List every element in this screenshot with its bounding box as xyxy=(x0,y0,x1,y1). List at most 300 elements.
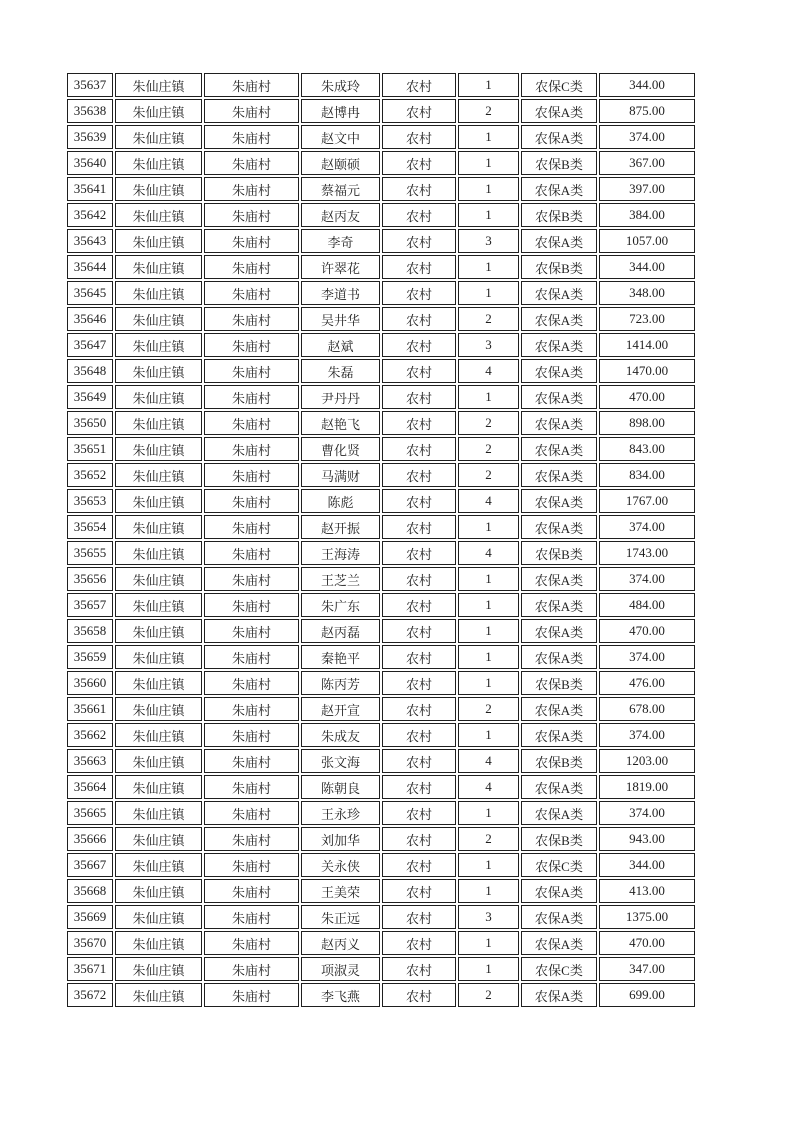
table-row xyxy=(67,463,695,487)
cell-category: 农村 xyxy=(382,723,456,747)
cell-name: 许翠花 xyxy=(301,255,380,279)
cell-name: 张文海 xyxy=(301,749,380,773)
table-row xyxy=(67,671,695,695)
cell-category: 农村 xyxy=(382,905,456,929)
cell-amount: 384.00 xyxy=(599,203,695,227)
cell-village: 朱庙村 xyxy=(204,281,299,305)
cell-name: 朱广东 xyxy=(301,593,380,617)
cell-name: 王永珍 xyxy=(301,801,380,825)
cell-amount: 843.00 xyxy=(599,437,695,461)
cell-amount: 699.00 xyxy=(599,983,695,1007)
cell-name: 赵丙友 xyxy=(301,203,380,227)
cell-name: 陈丙芳 xyxy=(301,671,380,695)
cell-count: 2 xyxy=(458,463,519,487)
cell-serial: 35669 xyxy=(67,905,113,929)
cell-village: 朱庙村 xyxy=(204,73,299,97)
cell-count: 1 xyxy=(458,723,519,747)
cell-category: 农村 xyxy=(382,593,456,617)
table-row xyxy=(67,73,695,97)
cell-town: 朱仙庄镇 xyxy=(115,255,202,279)
cell-town: 朱仙庄镇 xyxy=(115,359,202,383)
cell-name: 赵斌 xyxy=(301,333,380,357)
cell-serial: 35647 xyxy=(67,333,113,357)
table-row xyxy=(67,255,695,279)
cell-village: 朱庙村 xyxy=(204,515,299,539)
cell-town: 朱仙庄镇 xyxy=(115,125,202,149)
table-row xyxy=(67,593,695,617)
cell-village: 朱庙村 xyxy=(204,931,299,955)
cell-serial: 35663 xyxy=(67,749,113,773)
cell-town: 朱仙庄镇 xyxy=(115,177,202,201)
cell-category: 农村 xyxy=(382,853,456,877)
cell-insurance-type: 农保A类 xyxy=(521,905,597,929)
cell-town: 朱仙庄镇 xyxy=(115,593,202,617)
cell-serial: 35659 xyxy=(67,645,113,669)
cell-serial: 35670 xyxy=(67,931,113,955)
cell-amount: 347.00 xyxy=(599,957,695,981)
cell-amount: 484.00 xyxy=(599,593,695,617)
cell-amount: 1057.00 xyxy=(599,229,695,253)
cell-insurance-type: 农保B类 xyxy=(521,541,597,565)
cell-village: 朱庙村 xyxy=(204,463,299,487)
cell-town: 朱仙庄镇 xyxy=(115,385,202,409)
cell-town: 朱仙庄镇 xyxy=(115,697,202,721)
cell-insurance-type: 农保A类 xyxy=(521,333,597,357)
cell-count: 1 xyxy=(458,801,519,825)
cell-category: 农村 xyxy=(382,645,456,669)
cell-count: 1 xyxy=(458,567,519,591)
cell-amount: 1414.00 xyxy=(599,333,695,357)
cell-amount: 943.00 xyxy=(599,827,695,851)
cell-amount: 678.00 xyxy=(599,697,695,721)
cell-village: 朱庙村 xyxy=(204,437,299,461)
cell-name: 李飞燕 xyxy=(301,983,380,1007)
cell-town: 朱仙庄镇 xyxy=(115,203,202,227)
cell-serial: 35658 xyxy=(67,619,113,643)
cell-serial: 35661 xyxy=(67,697,113,721)
cell-serial: 35654 xyxy=(67,515,113,539)
cell-count: 2 xyxy=(458,99,519,123)
cell-village: 朱庙村 xyxy=(204,255,299,279)
cell-insurance-type: 农保A类 xyxy=(521,281,597,305)
cell-town: 朱仙庄镇 xyxy=(115,905,202,929)
cell-amount: 470.00 xyxy=(599,619,695,643)
cell-amount: 413.00 xyxy=(599,879,695,903)
cell-category: 农村 xyxy=(382,125,456,149)
cell-village: 朱庙村 xyxy=(204,697,299,721)
cell-town: 朱仙庄镇 xyxy=(115,541,202,565)
cell-amount: 1767.00 xyxy=(599,489,695,513)
cell-name: 赵博冉 xyxy=(301,99,380,123)
cell-count: 1 xyxy=(458,177,519,201)
cell-town: 朱仙庄镇 xyxy=(115,879,202,903)
cell-serial: 35656 xyxy=(67,567,113,591)
table-row xyxy=(67,489,695,513)
cell-category: 农村 xyxy=(382,177,456,201)
cell-village: 朱庙村 xyxy=(204,177,299,201)
cell-category: 农村 xyxy=(382,437,456,461)
cell-town: 朱仙庄镇 xyxy=(115,515,202,539)
cell-insurance-type: 农保A类 xyxy=(521,229,597,253)
table-row xyxy=(67,515,695,539)
cell-name: 赵文中 xyxy=(301,125,380,149)
cell-serial: 35653 xyxy=(67,489,113,513)
cell-insurance-type: 农保A类 xyxy=(521,801,597,825)
cell-amount: 374.00 xyxy=(599,125,695,149)
cell-name: 王美荣 xyxy=(301,879,380,903)
cell-category: 农村 xyxy=(382,931,456,955)
cell-serial: 35641 xyxy=(67,177,113,201)
cell-village: 朱庙村 xyxy=(204,645,299,669)
cell-name: 陈朝良 xyxy=(301,775,380,799)
table-row xyxy=(67,775,695,799)
cell-category: 农村 xyxy=(382,567,456,591)
cell-serial: 35672 xyxy=(67,983,113,1007)
cell-insurance-type: 农保A类 xyxy=(521,489,597,513)
table-row xyxy=(67,931,695,955)
cell-town: 朱仙庄镇 xyxy=(115,931,202,955)
table-row xyxy=(67,125,695,149)
table-row xyxy=(67,177,695,201)
table-row xyxy=(67,749,695,773)
cell-amount: 470.00 xyxy=(599,931,695,955)
cell-serial: 35667 xyxy=(67,853,113,877)
cell-category: 农村 xyxy=(382,203,456,227)
cell-count: 3 xyxy=(458,229,519,253)
cell-count: 1 xyxy=(458,281,519,305)
cell-insurance-type: 农保A类 xyxy=(521,307,597,331)
cell-count: 1 xyxy=(458,645,519,669)
cell-amount: 1375.00 xyxy=(599,905,695,929)
cell-village: 朱庙村 xyxy=(204,723,299,747)
cell-count: 1 xyxy=(458,853,519,877)
cell-amount: 470.00 xyxy=(599,385,695,409)
cell-category: 农村 xyxy=(382,879,456,903)
cell-insurance-type: 农保A类 xyxy=(521,515,597,539)
cell-insurance-type: 农保A类 xyxy=(521,879,597,903)
cell-serial: 35651 xyxy=(67,437,113,461)
cell-village: 朱庙村 xyxy=(204,99,299,123)
cell-category: 农村 xyxy=(382,307,456,331)
cell-serial: 35652 xyxy=(67,463,113,487)
cell-amount: 476.00 xyxy=(599,671,695,695)
cell-count: 3 xyxy=(458,905,519,929)
cell-town: 朱仙庄镇 xyxy=(115,151,202,175)
cell-name: 赵丙义 xyxy=(301,931,380,955)
cell-village: 朱庙村 xyxy=(204,489,299,513)
cell-village: 朱庙村 xyxy=(204,411,299,435)
cell-count: 1 xyxy=(458,671,519,695)
cell-town: 朱仙庄镇 xyxy=(115,229,202,253)
cell-insurance-type: 农保A类 xyxy=(521,567,597,591)
cell-name: 曹化贤 xyxy=(301,437,380,461)
cell-name: 赵颐硕 xyxy=(301,151,380,175)
cell-name: 赵开宣 xyxy=(301,697,380,721)
cell-serial: 35649 xyxy=(67,385,113,409)
cell-village: 朱庙村 xyxy=(204,801,299,825)
cell-serial: 35645 xyxy=(67,281,113,305)
cell-town: 朱仙庄镇 xyxy=(115,827,202,851)
cell-insurance-type: 农保A类 xyxy=(521,177,597,201)
cell-insurance-type: 农保B类 xyxy=(521,203,597,227)
table-row xyxy=(67,151,695,175)
cell-insurance-type: 农保B类 xyxy=(521,671,597,695)
cell-name: 赵开振 xyxy=(301,515,380,539)
cell-amount: 344.00 xyxy=(599,73,695,97)
cell-serial: 35655 xyxy=(67,541,113,565)
cell-insurance-type: 农保A类 xyxy=(521,411,597,435)
cell-town: 朱仙庄镇 xyxy=(115,489,202,513)
cell-village: 朱庙村 xyxy=(204,957,299,981)
cell-serial: 35660 xyxy=(67,671,113,695)
cell-count: 4 xyxy=(458,489,519,513)
table-row xyxy=(67,801,695,825)
cell-town: 朱仙庄镇 xyxy=(115,333,202,357)
cell-town: 朱仙庄镇 xyxy=(115,619,202,643)
cell-serial: 35640 xyxy=(67,151,113,175)
cell-name: 朱成友 xyxy=(301,723,380,747)
cell-village: 朱庙村 xyxy=(204,229,299,253)
cell-name: 朱正远 xyxy=(301,905,380,929)
cell-town: 朱仙庄镇 xyxy=(115,853,202,877)
cell-name: 刘加华 xyxy=(301,827,380,851)
cell-village: 朱庙村 xyxy=(204,749,299,773)
table-row xyxy=(67,619,695,643)
cell-town: 朱仙庄镇 xyxy=(115,307,202,331)
cell-count: 4 xyxy=(458,541,519,565)
table-row xyxy=(67,307,695,331)
table-row xyxy=(67,879,695,903)
cell-village: 朱庙村 xyxy=(204,333,299,357)
cell-serial: 35642 xyxy=(67,203,113,227)
table-row xyxy=(67,203,695,227)
cell-village: 朱庙村 xyxy=(204,359,299,383)
cell-amount: 1743.00 xyxy=(599,541,695,565)
table-row xyxy=(67,853,695,877)
cell-insurance-type: 农保A类 xyxy=(521,931,597,955)
cell-insurance-type: 农保A类 xyxy=(521,99,597,123)
cell-amount: 344.00 xyxy=(599,853,695,877)
cell-name: 秦艳平 xyxy=(301,645,380,669)
cell-village: 朱庙村 xyxy=(204,567,299,591)
cell-name: 陈彪 xyxy=(301,489,380,513)
cell-amount: 1470.00 xyxy=(599,359,695,383)
cell-name: 赵丙磊 xyxy=(301,619,380,643)
cell-village: 朱庙村 xyxy=(204,385,299,409)
cell-insurance-type: 农保A类 xyxy=(521,775,597,799)
table-row xyxy=(67,437,695,461)
cell-amount: 397.00 xyxy=(599,177,695,201)
cell-town: 朱仙庄镇 xyxy=(115,463,202,487)
cell-category: 农村 xyxy=(382,281,456,305)
cell-town: 朱仙庄镇 xyxy=(115,983,202,1007)
cell-name: 李道书 xyxy=(301,281,380,305)
cell-insurance-type: 农保C类 xyxy=(521,853,597,877)
cell-town: 朱仙庄镇 xyxy=(115,411,202,435)
cell-category: 农村 xyxy=(382,671,456,695)
cell-amount: 374.00 xyxy=(599,723,695,747)
cell-name: 王海涛 xyxy=(301,541,380,565)
cell-amount: 374.00 xyxy=(599,515,695,539)
cell-category: 农村 xyxy=(382,151,456,175)
cell-serial: 35671 xyxy=(67,957,113,981)
cell-amount: 374.00 xyxy=(599,645,695,669)
cell-name: 项淑灵 xyxy=(301,957,380,981)
cell-name: 赵艳飞 xyxy=(301,411,380,435)
cell-category: 农村 xyxy=(382,229,456,253)
cell-village: 朱庙村 xyxy=(204,203,299,227)
table-row xyxy=(67,905,695,929)
cell-insurance-type: 农保A类 xyxy=(521,697,597,721)
cell-category: 农村 xyxy=(382,515,456,539)
cell-name: 关永侠 xyxy=(301,853,380,877)
cell-count: 1 xyxy=(458,593,519,617)
cell-town: 朱仙庄镇 xyxy=(115,775,202,799)
cell-amount: 1203.00 xyxy=(599,749,695,773)
cell-town: 朱仙庄镇 xyxy=(115,801,202,825)
cell-amount: 374.00 xyxy=(599,801,695,825)
cell-count: 1 xyxy=(458,385,519,409)
cell-village: 朱庙村 xyxy=(204,307,299,331)
table-row xyxy=(67,957,695,981)
cell-village: 朱庙村 xyxy=(204,983,299,1007)
cell-village: 朱庙村 xyxy=(204,853,299,877)
cell-count: 1 xyxy=(458,957,519,981)
cell-count: 2 xyxy=(458,697,519,721)
cell-town: 朱仙庄镇 xyxy=(115,723,202,747)
table-row xyxy=(67,411,695,435)
cell-category: 农村 xyxy=(382,463,456,487)
cell-category: 农村 xyxy=(382,73,456,97)
table-row xyxy=(67,359,695,383)
cell-serial: 35638 xyxy=(67,99,113,123)
cell-count: 1 xyxy=(458,203,519,227)
cell-serial: 35657 xyxy=(67,593,113,617)
cell-serial: 35650 xyxy=(67,411,113,435)
cell-count: 2 xyxy=(458,437,519,461)
table-row xyxy=(67,229,695,253)
cell-count: 1 xyxy=(458,73,519,97)
cell-count: 1 xyxy=(458,619,519,643)
cell-amount: 723.00 xyxy=(599,307,695,331)
table-row xyxy=(67,983,695,1007)
cell-insurance-type: 农保B类 xyxy=(521,151,597,175)
cell-category: 农村 xyxy=(382,983,456,1007)
cell-count: 1 xyxy=(458,879,519,903)
cell-insurance-type: 农保A类 xyxy=(521,385,597,409)
cell-serial: 35664 xyxy=(67,775,113,799)
cell-town: 朱仙庄镇 xyxy=(115,73,202,97)
table-row xyxy=(67,99,695,123)
cell-insurance-type: 农保A类 xyxy=(521,125,597,149)
cell-insurance-type: 农保C类 xyxy=(521,73,597,97)
cell-category: 农村 xyxy=(382,411,456,435)
cell-serial: 35666 xyxy=(67,827,113,851)
cell-category: 农村 xyxy=(382,749,456,773)
table-row xyxy=(67,281,695,305)
cell-serial: 35668 xyxy=(67,879,113,903)
cell-village: 朱庙村 xyxy=(204,125,299,149)
cell-name: 朱成玲 xyxy=(301,73,380,97)
cell-name: 吴井华 xyxy=(301,307,380,331)
cell-category: 农村 xyxy=(382,333,456,357)
cell-village: 朱庙村 xyxy=(204,593,299,617)
cell-serial: 35665 xyxy=(67,801,113,825)
cell-amount: 348.00 xyxy=(599,281,695,305)
cell-village: 朱庙村 xyxy=(204,541,299,565)
table-row xyxy=(67,333,695,357)
cell-town: 朱仙庄镇 xyxy=(115,957,202,981)
cell-town: 朱仙庄镇 xyxy=(115,749,202,773)
cell-insurance-type: 农保C类 xyxy=(521,957,597,981)
cell-name: 尹丹丹 xyxy=(301,385,380,409)
cell-insurance-type: 农保A类 xyxy=(521,723,597,747)
cell-count: 2 xyxy=(458,411,519,435)
cell-category: 农村 xyxy=(382,801,456,825)
table-row xyxy=(67,541,695,565)
cell-category: 农村 xyxy=(382,255,456,279)
benefits-table xyxy=(65,71,697,1009)
cell-serial: 35662 xyxy=(67,723,113,747)
cell-serial: 35644 xyxy=(67,255,113,279)
table-row xyxy=(67,385,695,409)
cell-category: 农村 xyxy=(382,619,456,643)
cell-insurance-type: 农保A类 xyxy=(521,619,597,643)
cell-count: 3 xyxy=(458,333,519,357)
cell-category: 农村 xyxy=(382,957,456,981)
cell-insurance-type: 农保A类 xyxy=(521,645,597,669)
table-row xyxy=(67,697,695,721)
cell-insurance-type: 农保B类 xyxy=(521,827,597,851)
cell-count: 1 xyxy=(458,515,519,539)
cell-village: 朱庙村 xyxy=(204,879,299,903)
cell-town: 朱仙庄镇 xyxy=(115,281,202,305)
cell-count: 1 xyxy=(458,125,519,149)
cell-name: 朱磊 xyxy=(301,359,380,383)
table-row xyxy=(67,723,695,747)
cell-amount: 344.00 xyxy=(599,255,695,279)
cell-amount: 1819.00 xyxy=(599,775,695,799)
cell-amount: 875.00 xyxy=(599,99,695,123)
cell-category: 农村 xyxy=(382,385,456,409)
cell-village: 朱庙村 xyxy=(204,775,299,799)
cell-category: 农村 xyxy=(382,697,456,721)
cell-count: 2 xyxy=(458,307,519,331)
cell-serial: 35639 xyxy=(67,125,113,149)
benefits-table-body xyxy=(67,73,695,1007)
table-row xyxy=(67,645,695,669)
cell-village: 朱庙村 xyxy=(204,905,299,929)
cell-count: 1 xyxy=(458,931,519,955)
cell-amount: 834.00 xyxy=(599,463,695,487)
cell-count: 4 xyxy=(458,749,519,773)
cell-insurance-type: 农保A类 xyxy=(521,437,597,461)
cell-count: 1 xyxy=(458,151,519,175)
cell-category: 农村 xyxy=(382,359,456,383)
cell-serial: 35637 xyxy=(67,73,113,97)
cell-town: 朱仙庄镇 xyxy=(115,671,202,695)
cell-town: 朱仙庄镇 xyxy=(115,645,202,669)
table-row xyxy=(67,567,695,591)
cell-village: 朱庙村 xyxy=(204,151,299,175)
cell-category: 农村 xyxy=(382,99,456,123)
cell-serial: 35643 xyxy=(67,229,113,253)
cell-amount: 367.00 xyxy=(599,151,695,175)
cell-name: 李奇 xyxy=(301,229,380,253)
cell-insurance-type: 农保A类 xyxy=(521,593,597,617)
cell-count: 4 xyxy=(458,359,519,383)
cell-insurance-type: 农保B类 xyxy=(521,749,597,773)
